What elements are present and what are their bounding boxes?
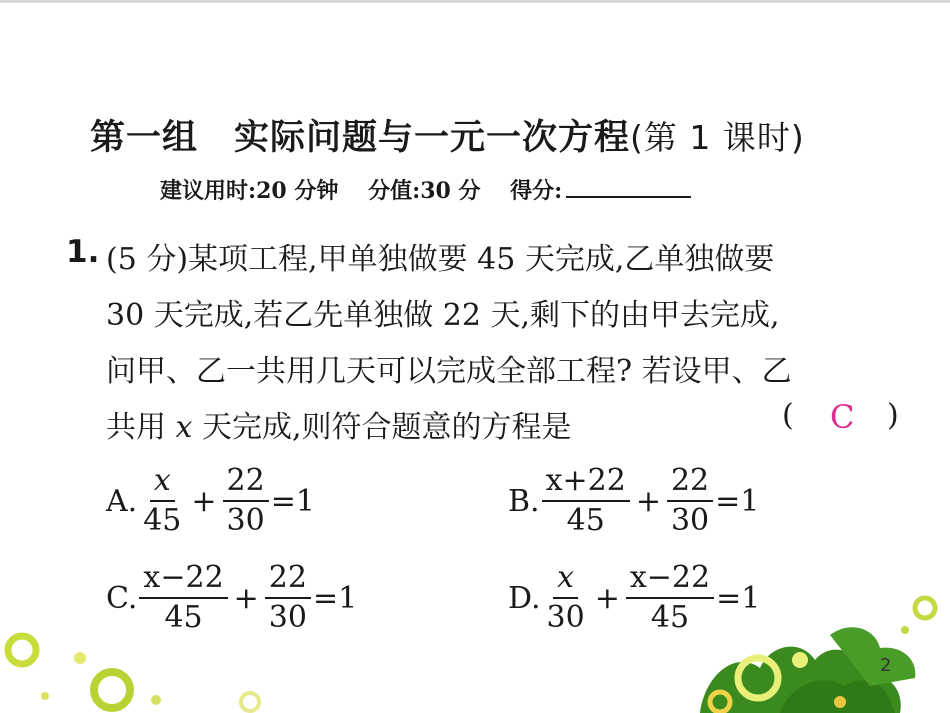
- option-c-fraction-2: $\frac{22}{30}$: [265, 563, 311, 633]
- dot-icon: [74, 652, 86, 664]
- option-c-fraction-1: $\frac{x-22}{45}$: [139, 563, 227, 633]
- question-line-3: 问甲、乙一共用几天可以完成全部工程? 若设甲、乙: [106, 354, 792, 389]
- ring-icon: [241, 693, 259, 711]
- option-b-fraction-1: $\frac{x+22}{45}$: [542, 466, 630, 536]
- page-title: [90, 110, 805, 160]
- question-line-4: 共用 x 天完成,则符合题意的方程是: [106, 410, 572, 445]
- option-a-fraction-2: $\frac{22}{30}$: [223, 466, 269, 536]
- dot-icon: [792, 652, 808, 668]
- page-number: 2: [880, 655, 892, 676]
- question-line-2: 30 天完成,若乙先单独做 22 天,剩下的由甲去完成,: [106, 298, 780, 333]
- score-label: 得分:: [510, 178, 563, 204]
- top-border: [0, 0, 950, 3]
- option-b[interactable]: B. $\frac{x+22}{45}$ + $\frac{22}{30}$ =1: [508, 463, 760, 538]
- dot-icon: [41, 692, 49, 700]
- dot-icon: [151, 695, 161, 705]
- answer-bracket-close: ): [887, 398, 899, 433]
- title-main: 第一组 实际问题与一元一次方程: [90, 118, 631, 158]
- question-number: 1.: [66, 234, 100, 270]
- answer-bracket-open: (: [782, 398, 794, 433]
- option-b-fraction-2: $\frac{22}{30}$: [667, 466, 713, 536]
- score-blank: [566, 170, 691, 198]
- answer-choice: C: [830, 398, 855, 436]
- ring-icon: [8, 636, 36, 664]
- dot-icon: [834, 696, 846, 708]
- option-a[interactable]: A. $\frac{x}{45}$ + $\frac{22}{30}$ =1: [106, 463, 315, 538]
- option-c[interactable]: C. $\frac{x-22}{45}$ + $\frac{22}{30}$ =1: [106, 560, 358, 635]
- suggested-time: 建议用时:20 分钟: [160, 178, 339, 204]
- title-sub: (第 1 课时): [630, 118, 805, 157]
- dot-icon: [901, 626, 909, 634]
- score-value: 分值:30 分: [368, 178, 481, 204]
- decorative-footer: [0, 590, 950, 713]
- question-line-1: (5 分)某项工程,甲单独做要 45 天完成,乙单独做要: [106, 242, 775, 277]
- option-d[interactable]: D. $\frac{x}{30}$ + $\frac{x-22}{45}$ =1: [508, 560, 761, 635]
- ring-icon: [94, 672, 130, 708]
- option-d-fraction-2: $\frac{x-22}{45}$: [626, 563, 714, 633]
- option-d-fraction-1: $\frac{x}{30}$: [546, 560, 585, 635]
- option-a-fraction-1: $\frac{x}{45}$: [143, 463, 182, 538]
- exercise-meta: [160, 170, 691, 205]
- ring-icon: [915, 598, 935, 618]
